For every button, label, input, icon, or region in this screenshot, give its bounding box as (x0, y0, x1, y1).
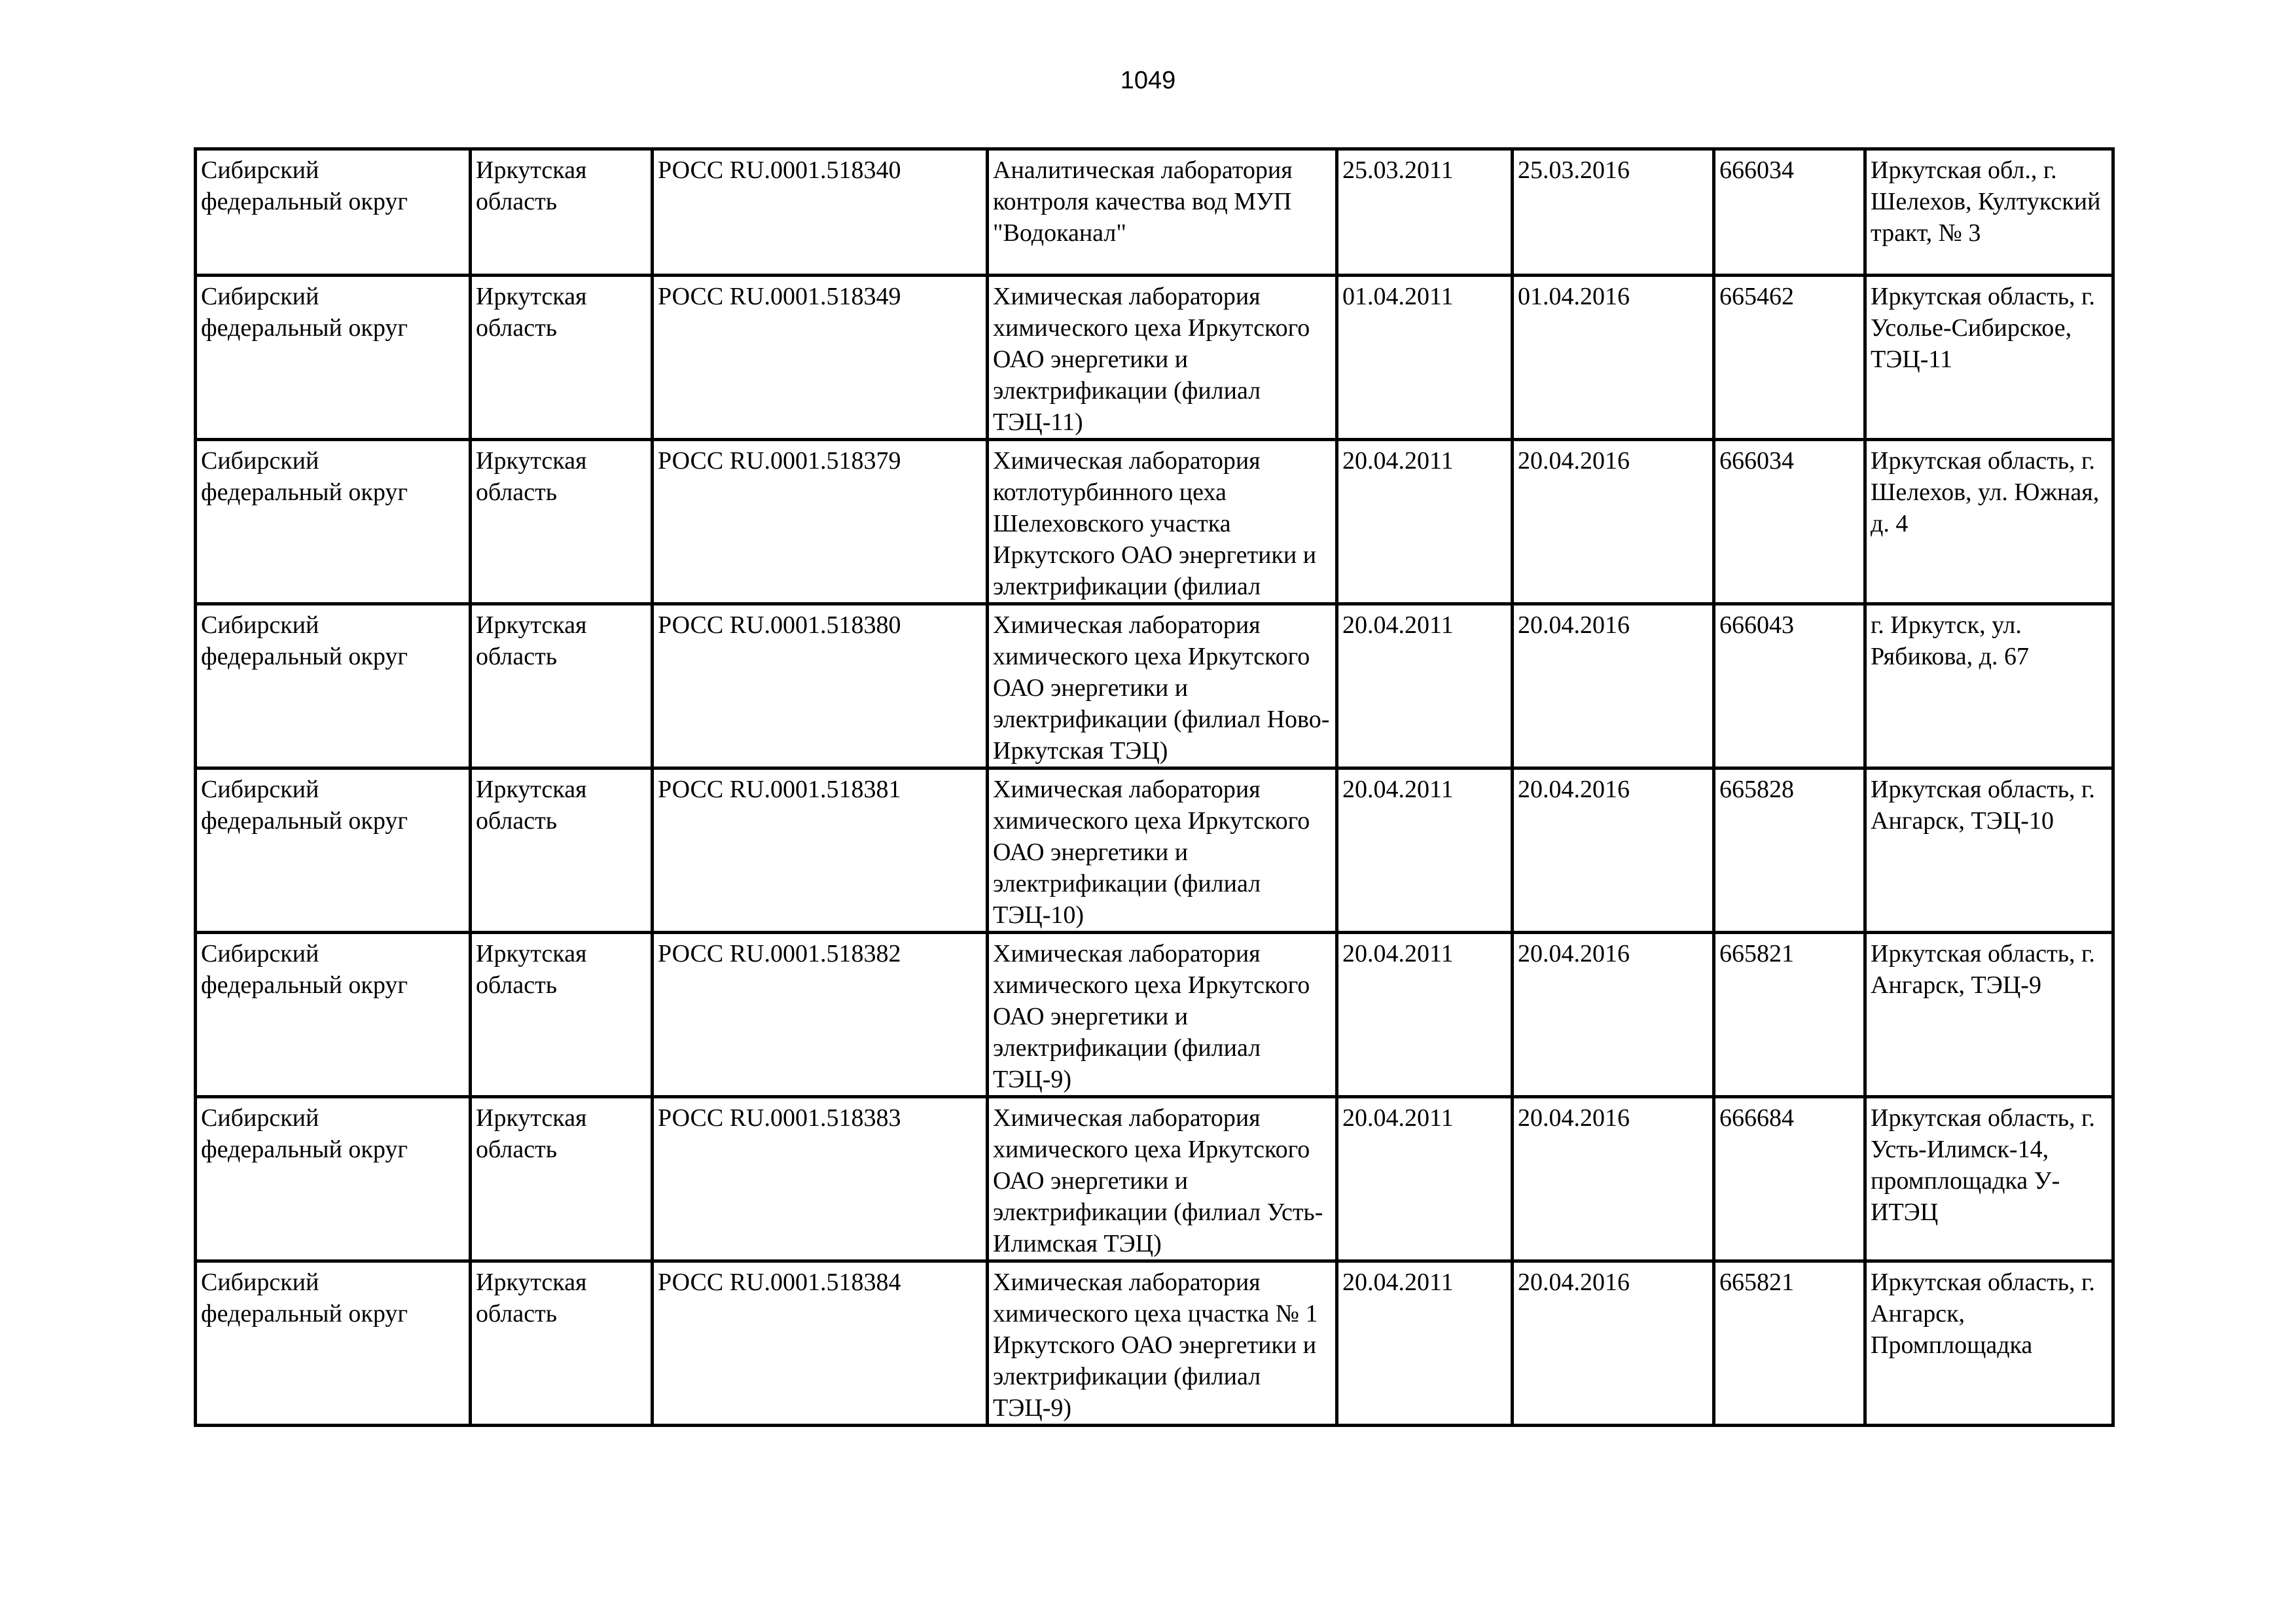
postcode-cell (1714, 933, 1865, 1097)
table-row (196, 1261, 2113, 1426)
date-to-cell-text: 20.04.2016 (1518, 940, 1630, 967)
table-row (196, 1097, 2113, 1261)
address-cell (1865, 1097, 2113, 1261)
district-cell (196, 1097, 471, 1261)
laboratory-name-cell (988, 1261, 1337, 1426)
laboratory-name-cell-text: Химическая лаборатория химического цеха цчастка № 1 Иркутского ОАО энергетики и электрификации (филиал ТЭЦ-9) (993, 1269, 1318, 1422)
registry-body (196, 149, 2113, 1426)
certificate-number-cell (653, 933, 988, 1097)
date-from-cell (1337, 1261, 1513, 1426)
date-from-cell-text: 20.04.2011 (1342, 940, 1454, 967)
laboratory-name-cell (988, 933, 1337, 1097)
district-cell (196, 1261, 471, 1426)
postcode-cell-text: 666034 (1719, 447, 1794, 475)
date-from-cell-text: 20.04.2011 (1342, 447, 1454, 475)
region-cell (471, 768, 653, 933)
postcode-cell (1714, 276, 1865, 440)
date-to-cell-text: 20.04.2016 (1518, 447, 1630, 475)
certificate-number-cell-text: РОСС RU.0001.518381 (658, 776, 901, 803)
region-cell (471, 1261, 653, 1426)
date-to-cell (1513, 768, 1714, 933)
date-to-cell (1513, 933, 1714, 1097)
table-row (196, 768, 2113, 933)
district-cell-text: Сибирский федеральный округ (201, 283, 408, 342)
postcode-cell (1714, 604, 1865, 768)
postcode-cell (1714, 1261, 1865, 1426)
district-cell-text: Сибирский федеральный округ (201, 1104, 408, 1163)
date-from-cell (1337, 1097, 1513, 1261)
laboratory-name-cell (988, 276, 1337, 440)
date-to-cell-text: 20.04.2016 (1518, 1269, 1630, 1296)
district-cell-text: Сибирский федеральный округ (201, 447, 408, 506)
address-cell (1865, 276, 2113, 440)
postcode-cell (1714, 440, 1865, 604)
table-row (196, 933, 2113, 1097)
district-cell (196, 604, 471, 768)
laboratory-name-cell-text: Химическая лаборатория химического цеха Иркутского ОАО энергетики и электрификации (филиал ТЭЦ-9) (993, 940, 1310, 1093)
date-to-cell (1513, 1261, 1714, 1426)
certificate-number-cell-text: РОСС RU.0001.518382 (658, 940, 901, 967)
laboratory-name-cell (988, 440, 1337, 604)
region-cell-text: Иркутская область (476, 156, 587, 215)
date-from-cell-text: 25.03.2011 (1342, 156, 1454, 184)
address-cell-text: г. Иркутск, ул. Рябикова, д. 67 (1871, 611, 2030, 670)
address-cell-text: Иркутская область, г. Ангарск, Промплощадка (1871, 1269, 2095, 1359)
address-cell-text: Иркутская область, г. Ангарск, ТЭЦ-9 (1871, 940, 2095, 999)
region-cell-text: Иркутская область (476, 1269, 587, 1327)
certificate-number-cell-text: РОСС RU.0001.518349 (658, 283, 901, 310)
page-number: 1049 (1120, 67, 1176, 94)
certificate-number-cell (653, 768, 988, 933)
certificate-number-cell-text: РОСС RU.0001.518383 (658, 1104, 901, 1132)
district-cell-text: Сибирский федеральный округ (201, 156, 408, 215)
region-cell-text: Иркутская область (476, 283, 587, 342)
certificate-number-cell-text: РОСС RU.0001.518379 (658, 447, 901, 475)
laboratory-name-cell-text: Химическая лаборатория химического цеха Иркутского ОАО энергетики и электрификации (филиал Ново-Иркутская ТЭЦ) (993, 611, 1330, 765)
date-from-cell-text: 20.04.2011 (1342, 776, 1454, 803)
region-cell-text: Иркутская область (476, 447, 587, 506)
certificate-number-cell-text: РОСС RU.0001.518340 (658, 156, 901, 184)
district-cell (196, 933, 471, 1097)
laboratory-name-cell-text: Аналитическая лаборатория контроля качества вод МУП "Водоканал" (993, 156, 1293, 247)
date-from-cell (1337, 933, 1513, 1097)
certificate-number-cell (653, 276, 988, 440)
address-cell-text: Иркутская область, г. Шелехов, ул. Южная, д. 4 (1871, 447, 2100, 537)
certificate-number-cell (653, 604, 988, 768)
laboratory-name-cell-text: Химическая лаборатория химического цеха Иркутского ОАО энергетики и электрификации (филиал ТЭЦ-10) (993, 776, 1310, 929)
date-from-cell (1337, 604, 1513, 768)
postcode-cell (1714, 1097, 1865, 1261)
region-cell-text: Иркутская область (476, 940, 587, 999)
table-row (196, 440, 2113, 604)
region-cell-text: Иркутская область (476, 1104, 587, 1163)
date-from-cell-text: 01.04.2011 (1342, 283, 1454, 310)
date-from-cell-text: 20.04.2011 (1342, 1104, 1454, 1132)
region-cell-text: Иркутская область (476, 776, 587, 835)
address-cell-text: Иркутская область, г. Ангарск, ТЭЦ-10 (1871, 776, 2095, 835)
address-cell (1865, 933, 2113, 1097)
district-cell (196, 440, 471, 604)
address-cell-text: Иркутская обл., г. Шелехов, Култукский тракт, № 3 (1871, 156, 2101, 247)
certificate-number-cell (653, 149, 988, 276)
date-from-cell (1337, 276, 1513, 440)
date-from-cell-text: 20.04.2011 (1342, 611, 1454, 639)
certificate-number-cell-text: РОСС RU.0001.518380 (658, 611, 901, 639)
district-cell-text: Сибирский федеральный округ (201, 1269, 408, 1327)
address-cell-text: Иркутская область, г. Усолье-Сибирское, ТЭЦ-11 (1871, 283, 2095, 373)
district-cell-text: Сибирский федеральный округ (201, 776, 408, 835)
region-cell (471, 276, 653, 440)
region-cell (471, 933, 653, 1097)
address-cell (1865, 149, 2113, 276)
district-cell (196, 276, 471, 440)
date-to-cell-text: 20.04.2016 (1518, 1104, 1630, 1132)
date-from-cell (1337, 440, 1513, 604)
postcode-cell (1714, 149, 1865, 276)
certificate-number-cell (653, 440, 988, 604)
date-from-cell (1337, 149, 1513, 276)
laboratory-registry-table (194, 147, 2115, 1427)
laboratory-name-cell-text: Химическая лаборатория химического цеха Иркутского ОАО энергетики и электрификации (филиал Усть-Илимская ТЭЦ) (993, 1104, 1323, 1257)
postcode-cell-text: 665821 (1719, 940, 1794, 967)
address-cell (1865, 1261, 2113, 1426)
region-cell (471, 440, 653, 604)
region-cell-text: Иркутская область (476, 611, 587, 670)
date-from-cell (1337, 768, 1513, 933)
address-cell-text: Иркутская область, г. Усть-Илимск-14, промплощадка У-ИТЭЦ (1871, 1104, 2095, 1226)
date-to-cell-text: 01.04.2016 (1518, 283, 1630, 310)
postcode-cell-text: 665462 (1719, 283, 1794, 310)
table-row (196, 276, 2113, 440)
address-cell (1865, 768, 2113, 933)
table-row (196, 604, 2113, 768)
certificate-number-cell-text: РОСС RU.0001.518384 (658, 1269, 901, 1296)
region-cell (471, 149, 653, 276)
date-from-cell-text: 20.04.2011 (1342, 1269, 1454, 1296)
laboratory-name-cell (988, 149, 1337, 276)
district-cell (196, 149, 471, 276)
postcode-cell-text: 666043 (1719, 611, 1794, 639)
laboratory-name-cell-text: Химическая лаборатория котлотурбинного цеха Шелеховского участка Иркутского ОАО энергетики и электрификации (филиал (993, 447, 1317, 600)
laboratory-name-cell (988, 768, 1337, 933)
district-cell (196, 768, 471, 933)
region-cell (471, 1097, 653, 1261)
date-to-cell (1513, 276, 1714, 440)
date-to-cell (1513, 1097, 1714, 1261)
table-row (196, 149, 2113, 276)
postcode-cell-text: 666034 (1719, 156, 1794, 184)
date-to-cell-text: 25.03.2016 (1518, 156, 1630, 184)
district-cell-text: Сибирский федеральный округ (201, 611, 408, 670)
date-to-cell (1513, 604, 1714, 768)
laboratory-name-cell (988, 604, 1337, 768)
postcode-cell-text: 665828 (1719, 776, 1794, 803)
date-to-cell (1513, 149, 1714, 276)
postcode-cell-text: 665821 (1719, 1269, 1794, 1296)
date-to-cell (1513, 440, 1714, 604)
laboratory-name-cell (988, 1097, 1337, 1261)
district-cell-text: Сибирский федеральный округ (201, 940, 408, 999)
postcode-cell (1714, 768, 1865, 933)
date-to-cell-text: 20.04.2016 (1518, 611, 1630, 639)
laboratory-name-cell-text: Химическая лаборатория химического цеха Иркутского ОАО энергетики и электрификации (филиал ТЭЦ-11) (993, 283, 1310, 436)
date-to-cell-text: 20.04.2016 (1518, 776, 1630, 803)
certificate-number-cell (653, 1261, 988, 1426)
address-cell (1865, 440, 2113, 604)
region-cell (471, 604, 653, 768)
postcode-cell-text: 666684 (1719, 1104, 1794, 1132)
address-cell (1865, 604, 2113, 768)
certificate-number-cell (653, 1097, 988, 1261)
